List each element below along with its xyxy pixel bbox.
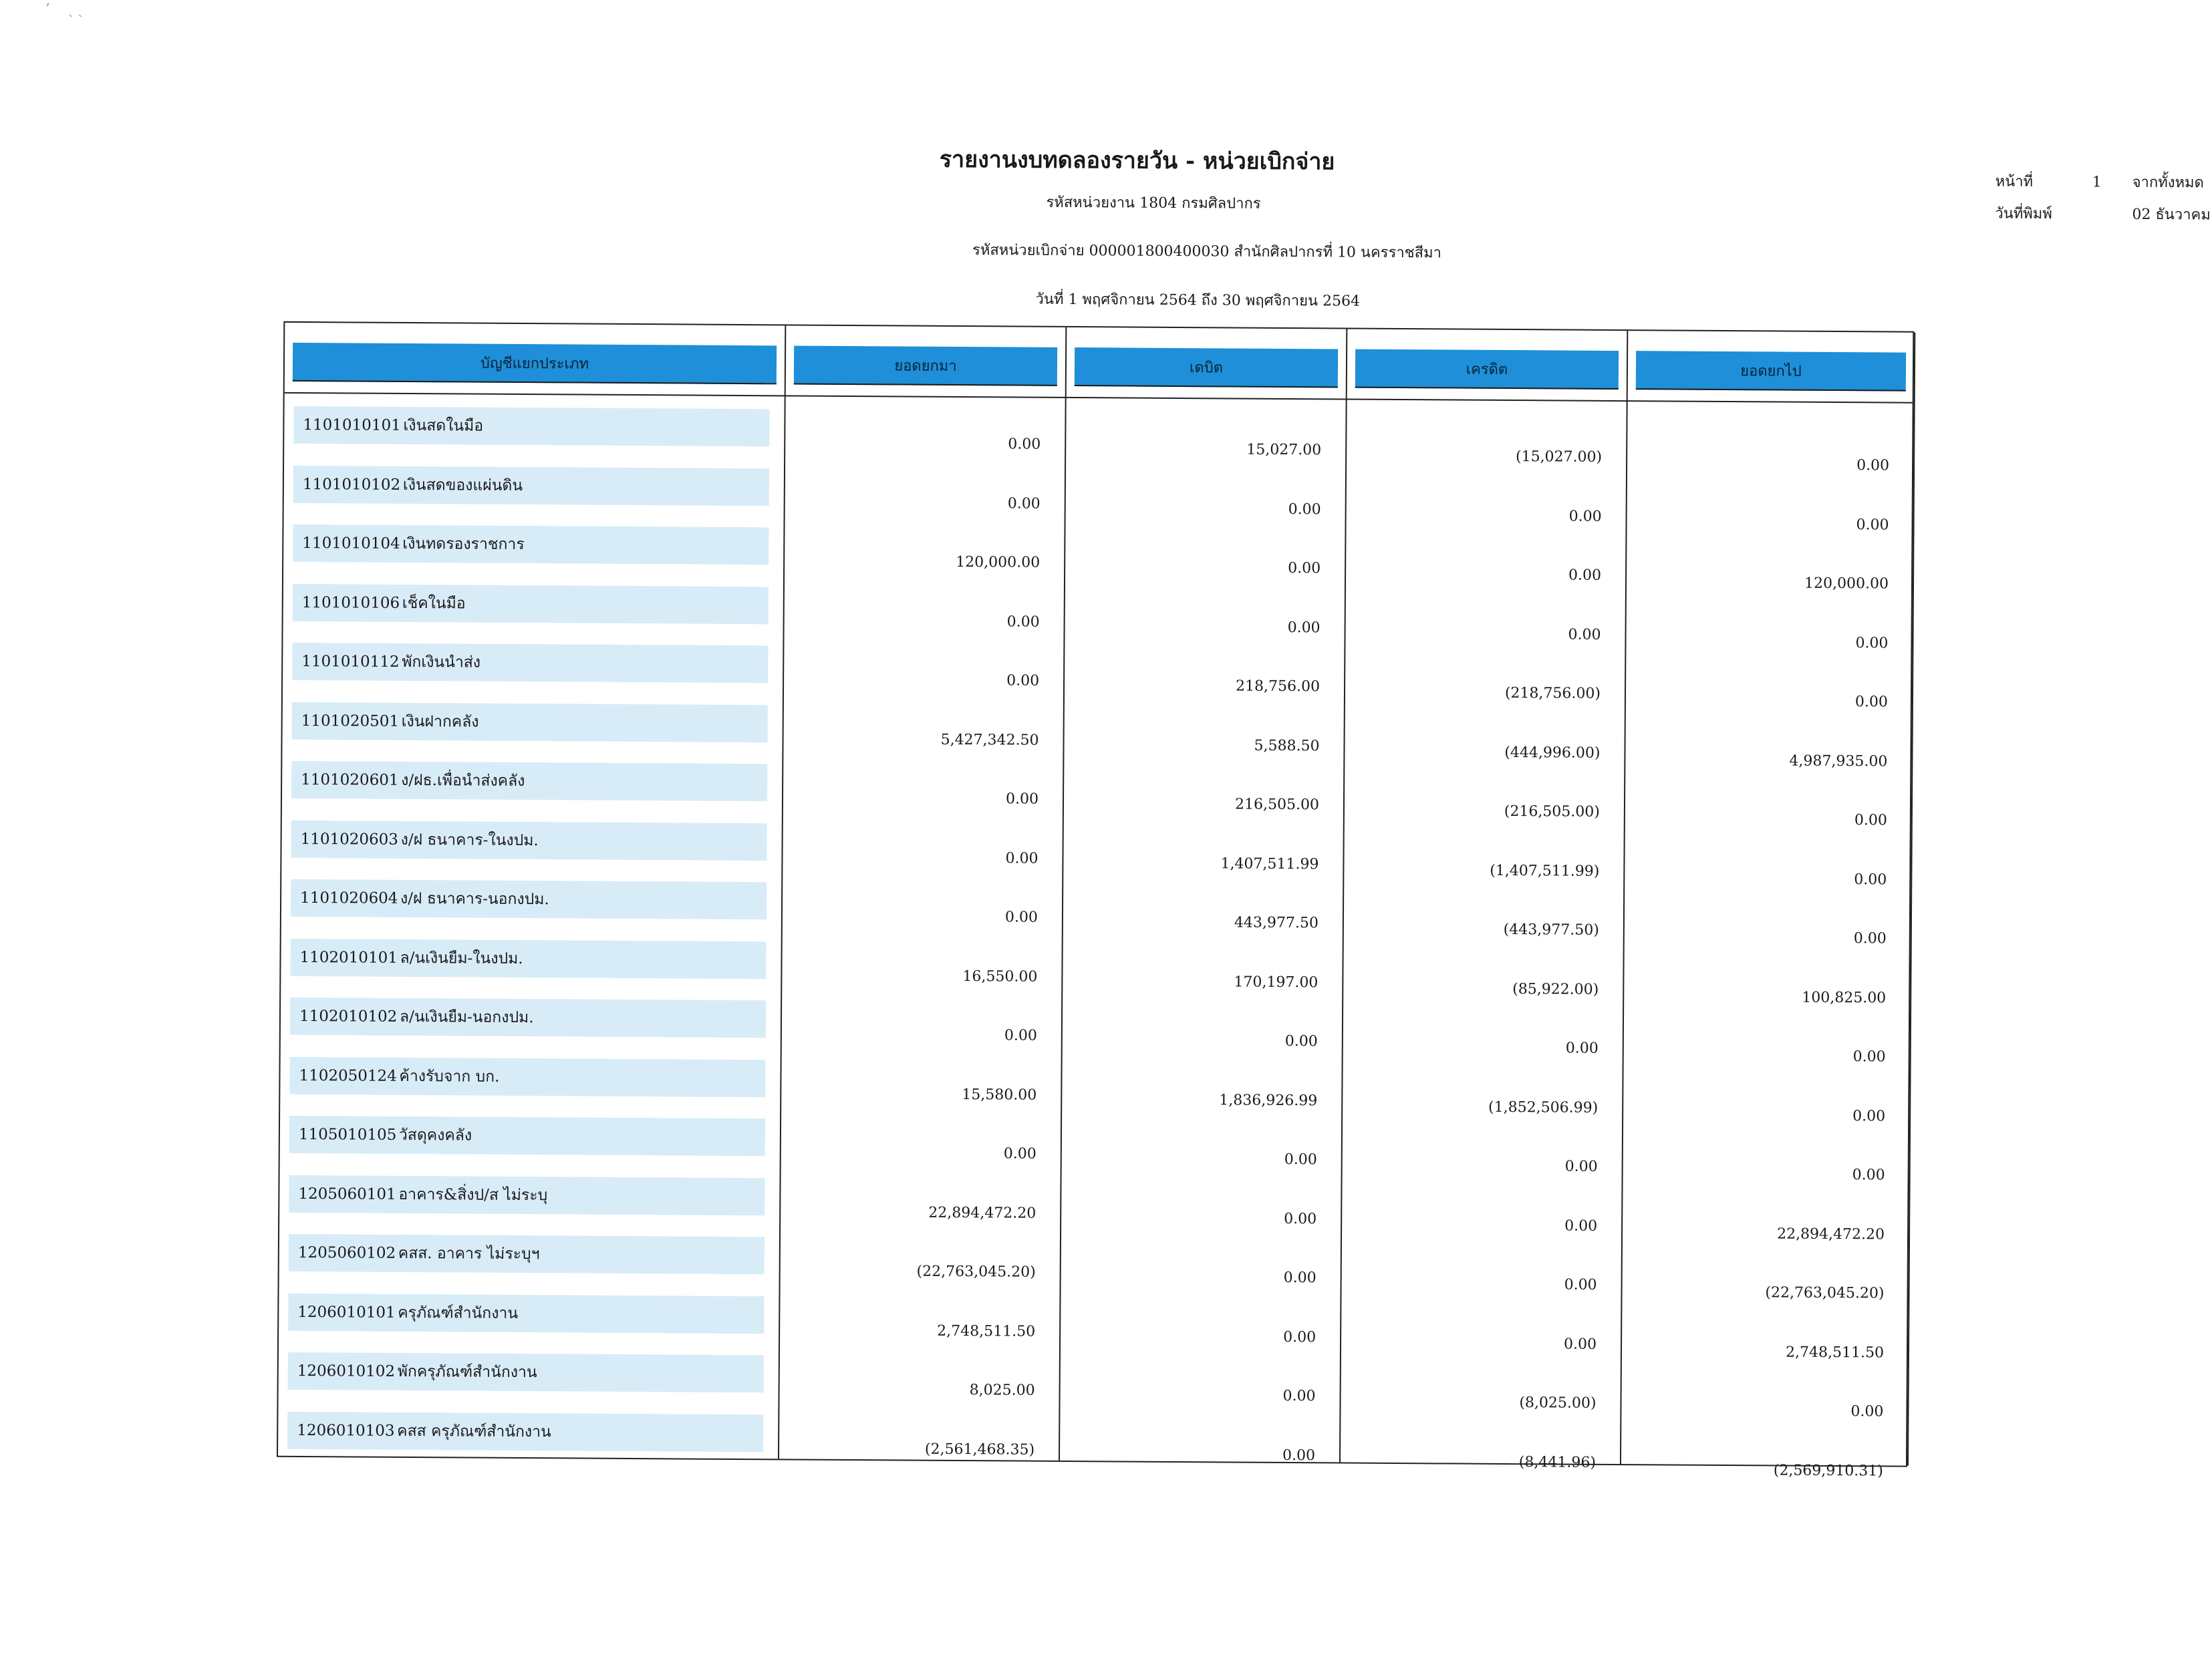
account-row-label: [289, 1056, 765, 1096]
account-name: ง/ฝธ.เพื่อนำส่งคลัง: [401, 771, 525, 790]
debit-cell: 170,197.00: [1234, 973, 1319, 991]
account-code: 1206010102: [297, 1362, 396, 1380]
account-code: 1205060102: [297, 1243, 396, 1262]
account-code: 1101010102: [302, 475, 401, 494]
period-line: วันที่ 1 พฤศจิกายน 2564 ถึง 30 พฤศจิกายน 2564: [1035, 291, 1361, 310]
account-row-label: [290, 938, 766, 978]
account-name: เช็คในมือ: [402, 594, 466, 612]
account-code: 1101010101: [303, 416, 401, 434]
account-code: 1101020501: [301, 712, 400, 730]
debit-cell: 0.00: [1283, 1328, 1317, 1346]
carried-forward-cell: 2,748,511.50: [1785, 1344, 1885, 1361]
debit-cell: 1,407,511.99: [1220, 855, 1319, 873]
debit-cell: 0.00: [1282, 1387, 1316, 1405]
account-name: เงินฝากคลัง: [401, 712, 479, 731]
account-row-label: [293, 583, 769, 623]
account-row-label: [288, 1293, 764, 1333]
account-row-label: [290, 998, 766, 1038]
credit-cell: 0.00: [1564, 1276, 1597, 1294]
report-title: รายงานงบทดลองรายวัน - หน่วยเบิกจ่าย: [939, 146, 1335, 176]
account-row-label: [288, 1352, 764, 1392]
credit-cell: 0.00: [1565, 1040, 1599, 1057]
credit-cell: 0.00: [1568, 508, 1602, 525]
page-label: หน้าที่: [1995, 173, 2034, 190]
credit-column: [1341, 329, 1628, 1471]
account-row-label: [291, 820, 767, 860]
brought-forward-cell: 0.00: [1006, 672, 1040, 690]
debit-cell: 0.00: [1288, 500, 1321, 518]
carried-forward-cell: 0.00: [1854, 812, 1887, 829]
brought-forward-cell: 120,000.00: [956, 553, 1041, 571]
carried-forward-cell: (22,763,045.20): [1765, 1284, 1885, 1302]
brought-forward-cell: 8,025.00: [969, 1382, 1035, 1399]
account-code: 1206010101: [297, 1303, 396, 1322]
page-meta: [1995, 166, 2211, 231]
brought-forward-cell: 0.00: [1008, 436, 1041, 453]
brought-forward-cell: (2,561,468.35): [924, 1441, 1035, 1459]
account-code: 1205060101: [298, 1185, 396, 1203]
account-name: คสส ครุภัณฑ์สำนักงาน: [397, 1422, 551, 1441]
carried-forward-cell: 0.00: [1850, 1403, 1884, 1420]
account-name: อาคาร&สิ่งป/ส ไม่ระบุ: [398, 1185, 548, 1204]
debit-cell: 0.00: [1284, 1151, 1317, 1169]
credit-cell: (15,027.00): [1515, 448, 1603, 466]
carried-forward-cell: 100,825.00: [1802, 989, 1887, 1006]
account-name: ง/ฝ ธนาคาร-ในงปม.: [400, 830, 539, 849]
account-code: 1206010103: [297, 1421, 395, 1440]
credit-cell: 0.00: [1568, 567, 1602, 584]
brought-forward-cell: 0.00: [1005, 849, 1039, 867]
carried-forward-cell: 0.00: [1854, 871, 1887, 888]
credit-cell: (216,505.00): [1504, 802, 1600, 820]
account-name: ครุภัณฑ์สำนักงาน: [398, 1304, 519, 1322]
agency-line: รหัสหน่วยงาน 1804 กรมศิลปากร: [1046, 194, 1261, 212]
brought-forward-cell: 0.00: [1005, 790, 1039, 808]
print-date-label: วันที่พิมพ์: [1995, 205, 2052, 222]
brought-forward-column: [779, 325, 1067, 1461]
carried-forward-column: [1621, 331, 1915, 1479]
page-number-line: [1995, 166, 2211, 199]
debit-cell: 0.00: [1283, 1269, 1317, 1287]
account-code: 1105010105: [298, 1125, 397, 1144]
print-date-line: [1995, 198, 2211, 231]
carried-forward-cell: 0.00: [1855, 634, 1889, 651]
debit-cell: 218,756.00: [1236, 677, 1321, 696]
brought-forward-cell: 0.00: [1007, 494, 1041, 512]
disbursing-unit-line: รหัสหน่วยเบิกจ่าย 000001800400030 สำนักศิลปากรที่ 10 นครราชสีมา: [972, 242, 1442, 262]
header-debit: เดบิต: [1075, 347, 1338, 388]
account-row-label: [292, 702, 768, 742]
print-date-value: 02 ธันวาคม: [2132, 206, 2211, 224]
credit-cell: (218,756.00): [1504, 684, 1601, 702]
account-row-label: [289, 1116, 765, 1156]
account-code: 1101010112: [301, 652, 400, 671]
carried-forward-cell: 0.00: [1856, 457, 1890, 474]
carried-forward-cell: 0.00: [1852, 1167, 1885, 1184]
account-name: พักเงินนำส่ง: [402, 653, 481, 671]
account-name: เงินสดของแผ่นดิน: [402, 476, 523, 494]
account-code: 1101020604: [300, 889, 398, 907]
account-name: ง/ฝ ธนาคาร-นอกงปม.: [400, 889, 549, 909]
account-name: คสส. อาคาร ไม่ระบุฯ: [398, 1244, 540, 1263]
credit-cell: (1,407,511.99): [1490, 862, 1600, 880]
header-credit: เครดิต: [1355, 349, 1619, 390]
page-total-label: จากทั้งหมด: [2132, 174, 2204, 192]
account-name: เงินสดในมือ: [403, 416, 484, 435]
account-code: 1101020603: [300, 830, 399, 849]
brought-forward-cell: 0.00: [1006, 613, 1040, 631]
account-name: ล/นเงินยืม-ในงปม.: [400, 949, 523, 967]
scan-specks: ʼ ˎ ˏ: [45, 1, 83, 18]
credit-cell: (8,025.00): [1519, 1394, 1597, 1412]
credit-cell: 0.00: [1568, 626, 1601, 643]
carried-forward-cell: 0.00: [1852, 1107, 1886, 1124]
debit-cell: 0.00: [1287, 619, 1321, 636]
account-code: 1102010102: [299, 1007, 398, 1026]
account-row-label: [289, 1234, 765, 1274]
credit-cell: (1,852,506.99): [1488, 1098, 1599, 1116]
brought-forward-cell: (22,763,045.20): [916, 1263, 1036, 1281]
header-carried-forward: ยอดยกไป: [1636, 351, 1906, 391]
account-row-label: [293, 406, 769, 446]
account-row-label: [289, 1175, 765, 1215]
carried-forward-cell: 0.00: [1856, 516, 1889, 533]
carried-forward-cell: 120,000.00: [1804, 575, 1889, 593]
account-name: พักครุภัณฑ์สำนักงาน: [397, 1362, 537, 1382]
carried-forward-cell: 0.00: [1853, 930, 1887, 947]
account-code: 1101010106: [301, 593, 400, 612]
account-row-label: [287, 1411, 763, 1451]
carried-forward-cell: 0.00: [1852, 1048, 1886, 1066]
brought-forward-cell: 0.00: [1003, 1145, 1036, 1163]
trial-balance-table: [277, 321, 1914, 1479]
debit-column: [1060, 327, 1347, 1463]
carried-forward-cell: 4,987,935.00: [1789, 752, 1888, 770]
debit-cell: 0.00: [1282, 1447, 1316, 1464]
brought-forward-cell: 0.00: [1004, 1027, 1037, 1044]
page-value: 1: [2092, 174, 2102, 191]
account-row-label: [292, 643, 768, 683]
debit-cell: 216,505.00: [1234, 796, 1320, 814]
carried-forward-cell: (2,569,910.31): [1773, 1461, 1883, 1479]
brought-forward-cell: 15,580.00: [962, 1086, 1037, 1104]
credit-cell: (8,441.96): [1518, 1453, 1597, 1471]
account-code: 1102010101: [299, 948, 398, 967]
credit-cell: 0.00: [1563, 1336, 1597, 1353]
account-name: เงินทดรองราชการ: [402, 535, 525, 554]
credit-cell: (443,977.50): [1503, 921, 1599, 939]
account-row-label: [293, 524, 769, 565]
account-row-label: [291, 879, 767, 919]
brought-forward-cell: 2,748,511.50: [937, 1322, 1036, 1340]
account-name: วัสดุคงคลัง: [398, 1126, 472, 1145]
credit-cell: 0.00: [1564, 1158, 1598, 1175]
account-row-label: [293, 465, 769, 505]
debit-cell: 0.00: [1288, 559, 1321, 577]
credit-cell: (444,996.00): [1504, 744, 1601, 762]
account-name: ล/นเงินยืม-นอกงปม.: [399, 1008, 534, 1027]
carried-forward-cell: 0.00: [1854, 694, 1889, 711]
debit-cell: 1,836,926.99: [1219, 1091, 1318, 1109]
account-name: ค้างรับจาก บก.: [399, 1067, 500, 1086]
brought-forward-cell: 16,550.00: [962, 967, 1038, 986]
debit-cell: 5,588.50: [1254, 737, 1320, 754]
header-account: บัญชีแยกประเภท: [293, 343, 777, 384]
carried-forward-cell: 22,894,472.20: [1777, 1225, 1885, 1243]
debit-cell: 0.00: [1284, 1032, 1318, 1050]
brought-forward-cell: 5,427,342.50: [940, 731, 1039, 749]
debit-cell: 15,027.00: [1246, 441, 1322, 459]
account-column: [278, 323, 786, 1459]
account-code: 1102050124: [299, 1066, 397, 1085]
account-row-label: [291, 761, 767, 801]
debit-cell: 0.00: [1284, 1210, 1317, 1227]
account-code: 1101010104: [302, 534, 400, 553]
header-brought-forward: ยอดยกมา: [794, 345, 1057, 386]
debit-cell: 443,977.50: [1234, 914, 1319, 932]
account-code: 1101020601: [301, 770, 399, 789]
credit-cell: 0.00: [1564, 1217, 1598, 1235]
credit-cell: (85,922.00): [1512, 980, 1599, 998]
brought-forward-cell: 0.00: [1004, 909, 1039, 926]
brought-forward-cell: 22,894,472.20: [928, 1204, 1036, 1222]
